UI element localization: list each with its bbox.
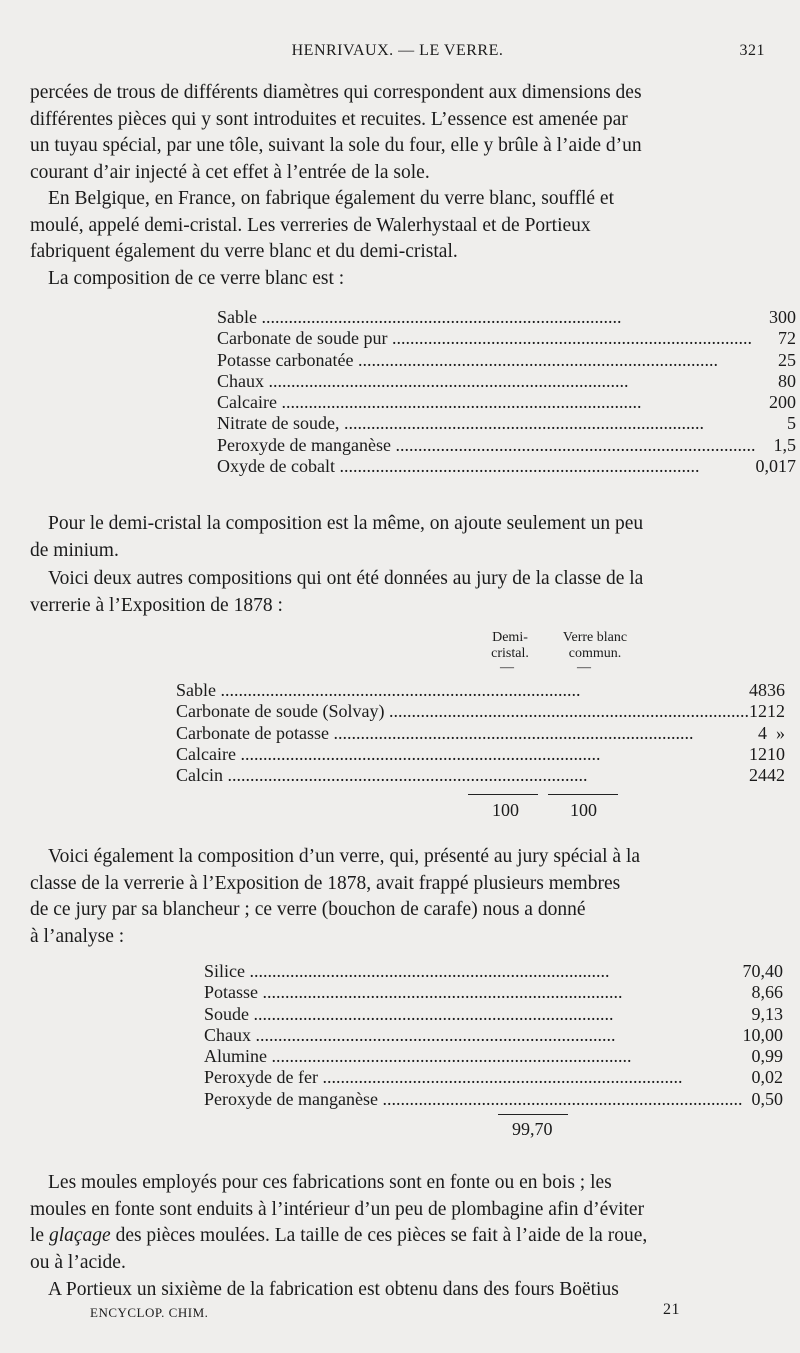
ingredient-value: 300 [768, 307, 796, 327]
ingredient-name: Chaux [204, 1024, 251, 1045]
table-row [176, 765, 795, 786]
value-demi-cristal: 12 [748, 743, 767, 764]
signature-mark: 21 [663, 1301, 680, 1318]
ingredient-name: Soude [204, 1003, 249, 1024]
analysis-table [204, 961, 783, 1110]
table-row [176, 744, 795, 765]
table-row [204, 1025, 783, 1046]
ingredient-value: 70,40 [742, 961, 783, 981]
text-line: un tuyau spécial, par une tôle, suivant la sole du four, elle y brûle à l’aide d’un [30, 135, 642, 156]
text-line: Voici également la composition d’un verre, qui, présenté au jury spécial à la [48, 846, 641, 867]
ingredient-value: 5 [786, 413, 796, 434]
sum-rule [498, 1114, 568, 1115]
ingredient-name: Carbonate de soude (Solvay) [176, 701, 385, 722]
page-footer [90, 1301, 680, 1321]
column-header-demi-cristal [470, 630, 550, 662]
column-dash: — [500, 660, 514, 675]
table-row [204, 982, 783, 1003]
paragraph-5 [30, 566, 760, 619]
value-verre-blanc: 42 [766, 765, 785, 786]
total-demi-cristal: 100 [492, 800, 519, 820]
table-row [217, 307, 796, 328]
ingredient-value: 0,017 [755, 456, 796, 477]
value-demi-cristal: 48 [748, 680, 767, 700]
ingredient-name: Potasse [204, 982, 258, 1003]
ingredient-value: 200 [768, 392, 796, 413]
table-row [204, 1089, 783, 1110]
ingredient-value: 1,5 [773, 434, 796, 455]
ingredient-value: 0,50 [751, 1088, 783, 1109]
table-row [204, 1067, 783, 1088]
ingredient-value: 8,66 [751, 982, 783, 1003]
ingredient-name: Calcaire [176, 743, 236, 764]
table-row [204, 1046, 783, 1067]
ingredient-name: Potasse carbonatée [217, 349, 354, 370]
ingredient-name: Nitrate de soude, [217, 413, 340, 434]
value-verre-blanc: » [775, 722, 785, 743]
ingredient-name: Peroxyde de fer [204, 1067, 318, 1088]
text-line: courant d’air injecté à cet effet à l’entrée de la sole. [30, 161, 430, 183]
column-header-line: Verre blanc [562, 630, 628, 645]
table-row [176, 701, 795, 722]
italic-term: glaçage [48, 1225, 111, 1246]
ingredient-value: 10,00 [742, 1024, 783, 1045]
ingredient-name: Sable [217, 307, 257, 327]
value-verre-blanc: 10 [766, 743, 785, 764]
value-verre-blanc: 36 [766, 680, 785, 700]
table-row [217, 392, 796, 413]
running-title: HENRIVAUX. — LE VERRE. [291, 42, 504, 59]
text-line: En Belgique, en France, on fabrique également du verre blanc, soufflé et [48, 188, 615, 209]
column-dash: — [577, 660, 591, 675]
ingredient-value: 0,02 [751, 1067, 783, 1088]
column-header-verre-blanc [540, 630, 650, 662]
ingredient-name: Sable [176, 680, 216, 700]
text-line: A Portieux un sixième de la fabrication est obtenu dans des fours Boëtius [48, 1279, 619, 1300]
column-header-line: commun. [568, 646, 622, 661]
table-row [217, 350, 796, 371]
ingredient-name: Carbonate de potasse [176, 722, 329, 743]
text-line: Voici deux autres compositions qui ont été données au jury de la classe de la [48, 568, 644, 589]
text-line: moulé, appelé demi-cristal. Les verreries de Walerhystaal et de Portieux [30, 214, 591, 236]
table-row [217, 435, 796, 456]
value-demi-cristal: 24 [748, 765, 767, 786]
text-line: La composition de ce verre blanc est : [48, 268, 345, 289]
ingredient-name: Silice [204, 961, 245, 981]
ingredient-value: 80 [777, 370, 796, 391]
text-segment: le [30, 1225, 49, 1246]
paragraph-3 [30, 266, 760, 293]
ingredient-name: Oxyde de cobalt [217, 456, 335, 477]
ingredient-name: Calcaire [217, 392, 277, 413]
text-line: verrerie à l’Exposition de 1878 : [30, 594, 283, 616]
composition-table-2 [176, 680, 795, 786]
value-demi-cristal: 4 [757, 722, 767, 743]
text-line: Les moules employés pour ces fabrications sont en fonte ou en bois ; les [48, 1172, 612, 1193]
value-demi-cristal: 12 [748, 701, 767, 722]
paragraph-8 [30, 1277, 760, 1304]
paragraph-1 [30, 80, 760, 186]
sum-rule [468, 794, 538, 795]
paragraph-2 [30, 186, 760, 266]
ingredient-name: Calcin [176, 765, 223, 786]
page-number: 321 [739, 42, 765, 59]
paragraph-6 [30, 844, 760, 950]
ingredient-value: 72 [777, 328, 796, 349]
table-row [217, 413, 796, 434]
text-line: Pour le demi-cristal la composition est la même, on ajoute seulement un peu [48, 513, 644, 534]
paragraph-4 [30, 511, 760, 564]
analysis-total: 99,70 [512, 1119, 553, 1139]
table-row [217, 456, 796, 477]
text-line: moules en fonte sont enduits à l’intérieur d’un peu de plombagine afin d’éviter [30, 1198, 645, 1220]
text-segment: des pièces moulées. La taille de ces pièces se fait à l’aide de la roue, [110, 1225, 648, 1246]
sum-rule [548, 794, 618, 795]
table-row [176, 723, 795, 744]
text-line: différentes pièces qui y sont introduites et recuites. L’essence est amenée par [30, 108, 628, 130]
text-line: ou à l’acide. [30, 1251, 126, 1273]
table-row [204, 961, 783, 982]
text-line: à l’analyse : [30, 925, 125, 947]
text-line: classe de la verrerie à l’Exposition de 1878, avait frappé plusieurs membres [30, 872, 621, 894]
table-row [217, 371, 796, 392]
ingredient-name: Peroxyde de manganèse [217, 434, 391, 455]
ingredient-value: 9,13 [751, 1003, 783, 1024]
column-header-line: Demi- [492, 630, 528, 645]
running-head [30, 42, 765, 66]
ingredient-name: Peroxyde de manganèse [204, 1088, 378, 1109]
value-verre-blanc: 12 [766, 701, 785, 722]
table-row [217, 328, 796, 349]
ingredient-value: 25 [777, 349, 796, 370]
paragraph-7 [30, 1170, 760, 1276]
text-line: de ce jury par sa blancheur ; ce verre (bouchon de carafe) nous a donné [30, 899, 586, 920]
series-title: ENCYCLOP. CHIM. [90, 1305, 209, 1320]
table-row [176, 680, 795, 701]
text-line: fabriquent également du verre blanc et du demi-cristal. [30, 241, 458, 262]
table-row [204, 1004, 783, 1025]
ingredient-value: 0,99 [751, 1046, 783, 1067]
ingredient-name: Chaux [217, 370, 264, 391]
text-line [30, 1223, 760, 1250]
text-line: de minium. [30, 539, 119, 561]
text-line: percées de trous de différents diamètres qui correspondent aux dimensions des [30, 82, 642, 103]
ingredient-name: Carbonate de soude pur [217, 328, 388, 349]
total-verre-blanc: 100 [570, 800, 597, 820]
composition-table-1 [217, 307, 796, 477]
ingredient-name: Alumine [204, 1046, 267, 1067]
column-header-line: cristal. [491, 646, 529, 661]
